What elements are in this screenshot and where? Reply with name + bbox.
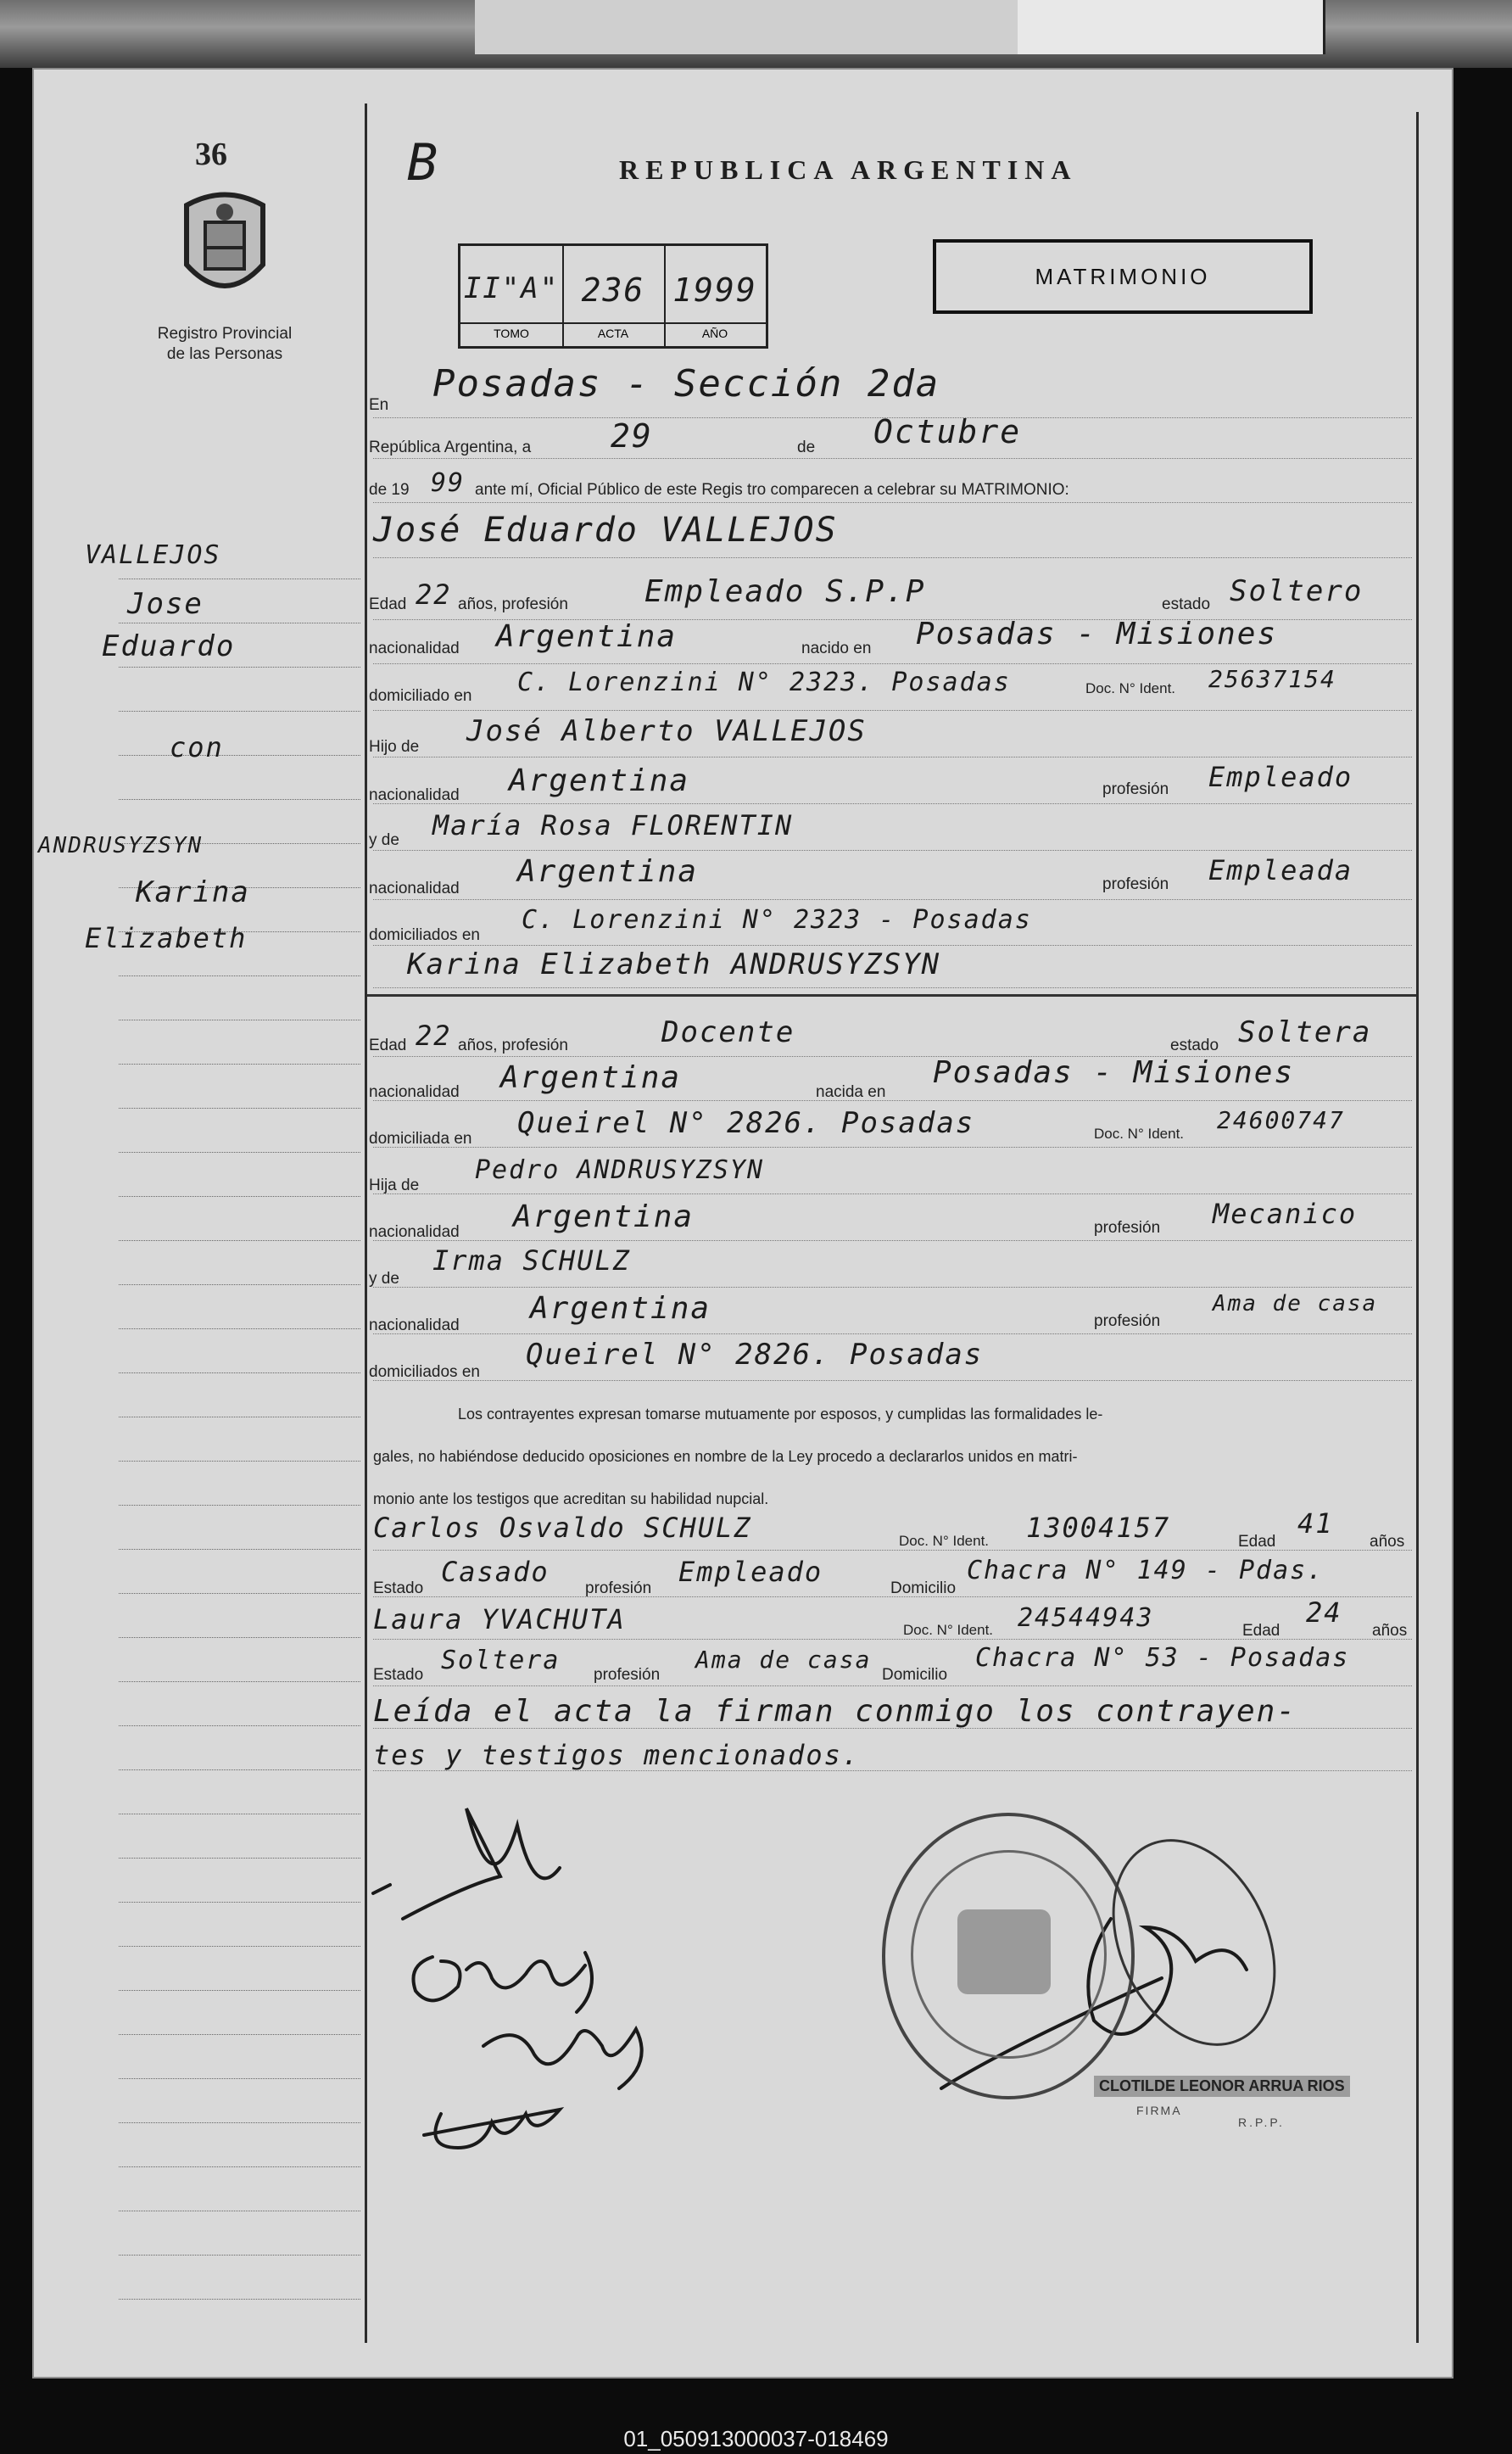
- margin-rule-line: [119, 1637, 360, 1638]
- groom-father-nationality: Argentina: [509, 763, 690, 798]
- declaration-line-3: monio ante los testigos que acreditan su habilidad nupcial.: [373, 1490, 769, 1507]
- bride-parents-address: Queirel N° 2826. Posadas: [526, 1338, 984, 1372]
- margin-rule-line: [119, 2078, 360, 2079]
- year-value: 99: [431, 468, 466, 498]
- margin-rule-line: [119, 1108, 360, 1109]
- witness1-address: Chacra N° 149 - Pdas.: [967, 1556, 1325, 1585]
- ano-label: AÑO: [664, 322, 766, 340]
- form-rule-line: [373, 1333, 1412, 1334]
- groom-doc-label: Doc. N° Ident.: [1085, 680, 1176, 696]
- bride-birthplace: Posadas - Misiones: [933, 1055, 1295, 1090]
- witness1-edad-label: Edad: [1238, 1533, 1276, 1551]
- margin-bride-name2: Elizabeth: [85, 922, 248, 954]
- groom-nationality: Argentina: [496, 619, 678, 654]
- signature-bride: [414, 1953, 593, 2012]
- bride-edad-label: Edad: [369, 1037, 407, 1054]
- margin-groom-surname: VALLEJOS: [85, 540, 221, 570]
- register-page: [32, 68, 1453, 2379]
- witness2-estado-label: Estado: [373, 1666, 424, 1684]
- margin-rule-line: [119, 1681, 360, 1682]
- witness1-estado-label: Estado: [373, 1579, 424, 1597]
- margin-rule-line: [119, 1769, 360, 1770]
- margin-rule-line: [119, 1858, 360, 1859]
- groom-edad-label: Edad: [369, 595, 407, 613]
- margin-rule-line: [119, 1064, 360, 1065]
- binder-tab: [1018, 0, 1325, 54]
- bride-father-profession-label: profesión: [1094, 1219, 1161, 1237]
- margin-rule-line: [119, 2255, 360, 2256]
- bride-mother: Irma SCHULZ: [432, 1244, 631, 1277]
- place-value: Posadas - Sección 2da: [432, 362, 940, 405]
- official-name: CLOTILDE LEONOR ARRUA RIOS: [1094, 2076, 1350, 2097]
- section-divider: [367, 994, 1416, 997]
- form-rule-line: [373, 502, 1412, 503]
- tomo-cell: [460, 246, 564, 346]
- groom-mother: María Rosa FLORENTIN: [432, 809, 794, 841]
- declaration-line-2: gales, no habiéndose deducido oposiciones en nombre de la Ley procedo a declararlos unidos en matri-: [373, 1448, 1078, 1465]
- groom-y-de-label: y de: [369, 831, 399, 849]
- page-number: 36: [195, 137, 227, 172]
- groom-birthplace: Posadas - Misiones: [916, 617, 1278, 651]
- registration-box: [458, 243, 768, 349]
- declaration-line-1: Los contrayentes expresan tomarse mutuamente por esposos, y cumplidas las formalidades le-: [458, 1406, 1103, 1423]
- acta-cell: [562, 246, 666, 346]
- groom-nationality-label: nacionalidad: [369, 640, 460, 657]
- groom-mother-nationality: Argentina: [517, 854, 699, 889]
- margin-rule-line: [119, 1990, 360, 1991]
- bride-address: Queirel N° 2826. Posadas: [517, 1106, 975, 1140]
- margin-rule-line: [119, 1240, 360, 1241]
- groom-father-profession-label: profesión: [1102, 780, 1169, 798]
- form-rule-line: [373, 803, 1412, 804]
- ano-value: 1999: [672, 271, 757, 309]
- margin-rule-line: [119, 667, 360, 668]
- groom-parents-domicile-label: domiciliados en: [369, 926, 480, 944]
- groom-mother-profession-label: profesión: [1102, 875, 1169, 893]
- bride-father: Pedro ANDRUSYZSYN: [475, 1155, 765, 1185]
- margin-rule-line: [119, 1505, 360, 1506]
- form-rule-line: [373, 1685, 1412, 1686]
- coat-of-arms-icon: [170, 188, 280, 307]
- groom-estado-label: estado: [1162, 595, 1211, 613]
- binder-edge: [0, 0, 1512, 68]
- bride-nationality: Argentina: [500, 1060, 682, 1095]
- margin-rule-line: [119, 1549, 360, 1550]
- witness2-civil-status: Soltera: [441, 1646, 561, 1675]
- margin-groom-name2: Eduardo: [102, 629, 236, 663]
- form-rule-line: [373, 663, 1412, 664]
- margin-rule-line: [119, 2166, 360, 2167]
- witness2-profession: Ama de casa: [695, 1646, 872, 1674]
- bride-full-name: Karina Elizabeth ANDRUSYZSYN: [407, 948, 941, 981]
- margin-rule-line: [119, 755, 360, 756]
- bride-doc-label: Doc. N° Ident.: [1094, 1126, 1185, 1142]
- witness1-anos-label: años: [1370, 1533, 1405, 1551]
- closing-line-2: tes y testigos mencionados.: [373, 1739, 861, 1771]
- witness2-name: Laura YVACHUTA: [373, 1603, 626, 1635]
- witness1-profesion-label: profesión: [585, 1579, 652, 1597]
- margin-rule-line: [119, 1461, 360, 1462]
- groom-father: José Alberto VALLEJOS: [466, 714, 867, 748]
- bride-father-profession: Mecanico: [1213, 1198, 1358, 1230]
- margin-rule-line: [119, 1328, 360, 1329]
- form-rule-line: [373, 945, 1412, 946]
- groom-nacido-label: nacido en: [801, 640, 872, 657]
- groom-parents-address: C. Lorenzini N° 2323 - Posadas: [522, 905, 1032, 935]
- closing-line-1: Leída el acta la firman conmigo los contrayen-: [373, 1694, 1297, 1729]
- margin-rule-line: [119, 975, 360, 976]
- groom-father-nationality-label: nacionalidad: [369, 786, 460, 804]
- groom-profesion-label: años, profesión: [458, 595, 568, 613]
- day-value: 29: [611, 417, 653, 455]
- form-rule-line: [373, 850, 1412, 851]
- acta-label: ACTA: [562, 322, 664, 340]
- margin-bride-name1: Karina: [136, 875, 250, 909]
- margin-bride-surname: ANDRUSYZSYN: [38, 833, 204, 858]
- signature-witness2: [424, 2110, 560, 2148]
- month-de-label: de: [797, 439, 816, 456]
- form-rule-line: [373, 557, 1412, 558]
- witness1-doc-number: 13004157: [1026, 1512, 1171, 1544]
- margin-rule-line: [119, 1593, 360, 1594]
- republica-label: República Argentina, a: [369, 439, 532, 456]
- bride-profession: Docente: [661, 1015, 795, 1049]
- official-caption: FIRMA: [1136, 2104, 1182, 2117]
- en-label: En: [369, 396, 389, 414]
- acta-value: 236: [581, 271, 645, 309]
- form-rule-line: [373, 1193, 1412, 1194]
- margin-rule-line: [119, 1152, 360, 1153]
- bride-estado-label: estado: [1170, 1037, 1219, 1054]
- margin-rule-line: [119, 1284, 360, 1285]
- witness1-doc-label: Doc. N° Ident.: [899, 1533, 990, 1549]
- bride-age: 22: [416, 1020, 452, 1052]
- groom-address: C. Lorenzini N° 2323. Posadas: [517, 668, 1011, 697]
- margin-rule-line: [119, 1946, 360, 1947]
- bride-father-nationality-label: nacionalidad: [369, 1223, 460, 1241]
- bride-nationality-label: nacionalidad: [369, 1083, 460, 1101]
- official-caption-2: R.P.P.: [1238, 2116, 1285, 2129]
- witness1-age: 41: [1297, 1507, 1334, 1540]
- binder-tab: [475, 0, 1020, 54]
- form-rule-line: [373, 1240, 1412, 1241]
- witness2-doc-label: Doc. N° Ident.: [903, 1622, 994, 1638]
- margin-rule-line: [119, 2122, 360, 2123]
- form-rule-line: [373, 1147, 1412, 1148]
- bride-y-de-label: y de: [369, 1270, 399, 1288]
- margin-connector: con: [170, 731, 224, 763]
- form-rule-line: [373, 899, 1412, 900]
- ano-cell: [664, 246, 766, 346]
- bride-domicilio-label: domiciliada en: [369, 1130, 472, 1148]
- form-rule-line: [373, 1287, 1412, 1288]
- witness2-doc-number: 24544943: [1018, 1603, 1154, 1633]
- bride-mother-nationality-label: nacionalidad: [369, 1316, 460, 1334]
- document-type-box: MATRIMONIO: [933, 239, 1313, 314]
- witness2-profesion-label: profesión: [594, 1666, 661, 1684]
- bride-doc-number: 24600747: [1217, 1106, 1345, 1134]
- groom-father-profession: Empleado: [1208, 761, 1353, 793]
- form-rule-line: [373, 710, 1412, 711]
- groom-hijo-label: Hijo de: [369, 738, 420, 756]
- witness2-age: 24: [1306, 1596, 1342, 1629]
- year-label: de 19: [369, 481, 410, 499]
- official-seal: [882, 1813, 1135, 2099]
- groom-civil-status: Soltero: [1230, 574, 1364, 608]
- month-value: Octubre: [873, 413, 1022, 450]
- margin-groom-name1: Jose: [127, 587, 204, 621]
- form-rule-line: [373, 987, 1412, 988]
- bride-mother-nationality: Argentina: [530, 1291, 711, 1326]
- bride-mother-profession: Ama de casa: [1213, 1291, 1378, 1316]
- form-rule-line: [373, 1380, 1412, 1381]
- margin-rule-line: [119, 2034, 360, 2035]
- intro-text: ante mí, Oficial Público de este Regis tro comparecen a celebrar su MATRIMONIO:: [475, 481, 1069, 499]
- witness2-domicilio-label: Domicilio: [882, 1666, 948, 1684]
- groom-doc-number: 25637154: [1208, 665, 1336, 693]
- initial-mark: B: [407, 133, 440, 193]
- witness1-name: Carlos Osvaldo SCHULZ: [373, 1512, 752, 1544]
- witness2-anos-label: años: [1372, 1622, 1408, 1640]
- bride-father-nationality: Argentina: [513, 1199, 695, 1234]
- witness1-profession: Empleado: [678, 1556, 823, 1588]
- form-rule-line: [373, 458, 1412, 459]
- witness2-edad-label: Edad: [1242, 1622, 1280, 1640]
- witness1-civil-status: Casado: [441, 1556, 550, 1588]
- bride-parents-domicile-label: domiciliados en: [369, 1363, 480, 1381]
- groom-domicilio-label: domiciliado en: [369, 687, 472, 705]
- witness1-domicilio-label: Domicilio: [890, 1579, 957, 1597]
- bride-nacida-label: nacida en: [816, 1083, 886, 1101]
- margin-rule-line: [119, 1372, 360, 1373]
- margin-rule-line: [119, 1725, 360, 1726]
- margin-rule-line: [119, 1196, 360, 1197]
- margin-rule-line: [119, 2299, 360, 2300]
- bride-profesion-label: años, profesión: [458, 1037, 568, 1054]
- seal-emblem-icon: [957, 1909, 1051, 1994]
- registry-name: Registro Provincial de las Personas: [157, 325, 293, 363]
- tomo-label: TOMO: [460, 322, 562, 340]
- form-rule-line: [373, 1100, 1412, 1101]
- groom-profession: Empleado S.P.P: [644, 574, 926, 609]
- signature-witness1: [483, 2029, 642, 2088]
- witness2-address: Chacra N° 53 - Posadas: [975, 1643, 1350, 1673]
- tomo-value: II"A": [463, 271, 560, 305]
- groom-full-name: José Eduardo VALLEJOS: [373, 511, 838, 550]
- groom-mother-profession: Empleada: [1208, 854, 1353, 886]
- groom-age: 22: [416, 579, 452, 611]
- groom-mother-nationality-label: nacionalidad: [369, 880, 460, 897]
- margin-rule-line: [119, 711, 360, 712]
- country-title: REPUBLICA ARGENTINA: [619, 154, 1078, 185]
- margin-rule-line: [119, 1902, 360, 1903]
- margin-rule-line: [119, 799, 360, 800]
- file-name: 01_050913000037-018469: [623, 2426, 889, 2451]
- bride-mother-profession-label: profesión: [1094, 1312, 1161, 1330]
- bride-hija-label: Hija de: [369, 1177, 420, 1194]
- signature-groom: [403, 1808, 560, 1919]
- bride-civil-status: Soltera: [1238, 1015, 1372, 1049]
